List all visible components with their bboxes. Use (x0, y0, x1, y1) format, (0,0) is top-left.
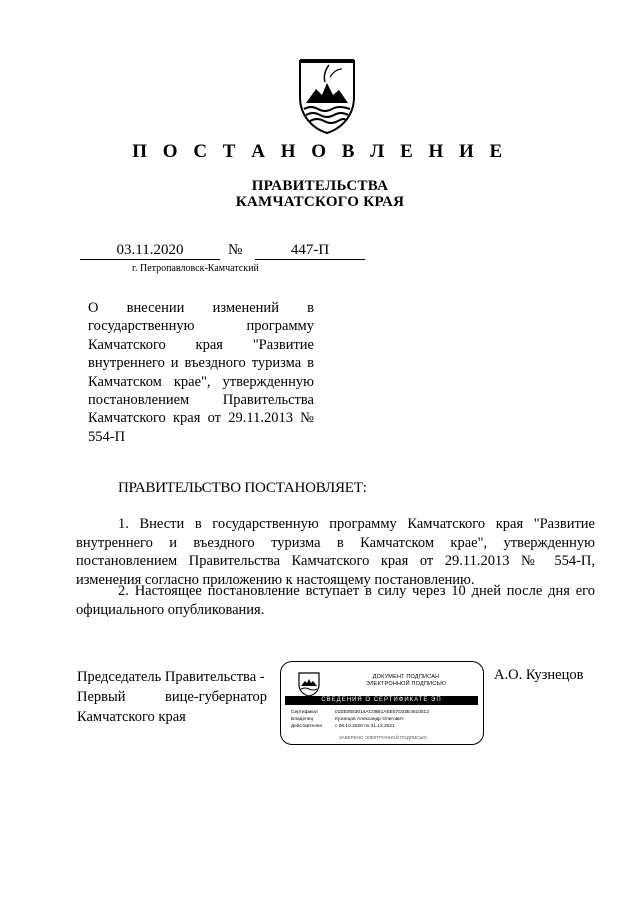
stamp-coat-of-arms-icon (297, 671, 321, 697)
stamp-row-value: с 06.10.2020 по 31.12.2021 (335, 724, 395, 729)
issuer-line-2: КАМЧАТСКОГО КРАЯ (235, 194, 405, 210)
stamp-row-key: Действителен (291, 724, 323, 729)
signatory-name: А.О. Кузнецов (494, 667, 584, 683)
number-sign: № (228, 242, 243, 258)
issuer-line-1: ПРАВИТЕЛЬСТВА (251, 178, 389, 194)
stamp-certificate-bar: СВЕДЕНИЯ О СЕРТИФИКАТЕ ЭП (285, 696, 478, 705)
stamp-header (337, 674, 475, 688)
signatory-title-line-1: Председатель Правительства - (77, 669, 265, 685)
document-type-title: П О С Т А Н О В Л Е Н И Е (132, 141, 508, 162)
paragraph-1: 1. Внести в государственную программу Камчатского края "Развитие внутреннего и въездного туризма в Камчатском крае", утвержденную постановлением Правительства Камчатского края от 29.11.2013 № 554-П, изменения согласно приложению к настоящему постановлению. (76, 516, 595, 588)
signatory-title-line-2 (77, 687, 267, 707)
stamp-row-value: Кузнецов Александр Олегович (335, 717, 404, 722)
coat-of-arms-icon (296, 57, 358, 135)
stamp-footnote: ЗАВЕРЕНО ЭЛЕКТРОННОЙ ПОДПИСЬЮ (339, 735, 427, 740)
signatory-title (77, 667, 267, 727)
paragraph-2: 2. Настоящее постановление вступает в силу через 10 дней после дня его официального опубликования. (76, 583, 595, 618)
stamp-row (291, 716, 476, 723)
stamp-row (291, 723, 476, 730)
stamp-header-line-2: ЭЛЕКТРОННОЙ ПОДПИСЬЮ (365, 681, 447, 687)
stamp-row-value: 01EE0553014AC09B1AEE57D33E4510513 (335, 710, 429, 715)
stamp-row (291, 709, 476, 716)
electronic-signature-stamp (280, 661, 484, 745)
document-subject: О внесении изменений в государственную программу Камчатского края "Развитие внутреннего и въездного туризма в Камчатском крае", утвержденную постановлением Правительства Камчатского края от 29.11.2013 № 554-П (88, 300, 314, 445)
stamp-header-line-1: ДОКУМЕНТ ПОДПИСАН (372, 674, 440, 680)
signatory-title-line-2a: Первый (77, 689, 126, 705)
signatory-title-line-3: Камчатского края (77, 709, 186, 725)
document-number: 447-П (255, 241, 365, 260)
document-date: 03.11.2020 (80, 241, 220, 260)
stamp-row-key: Сертификат (291, 710, 319, 715)
document-city: г. Петропавловск-Камчатский (132, 263, 259, 274)
stamp-details (291, 709, 476, 730)
signatory-title-line-2b: вице-губернатор (165, 689, 267, 705)
stamp-row-key: Владелец (291, 717, 314, 722)
date-number-line (80, 241, 365, 261)
decree-heading: ПРАВИТЕЛЬСТВО ПОСТАНОВЛЯЕТ: (118, 480, 367, 496)
